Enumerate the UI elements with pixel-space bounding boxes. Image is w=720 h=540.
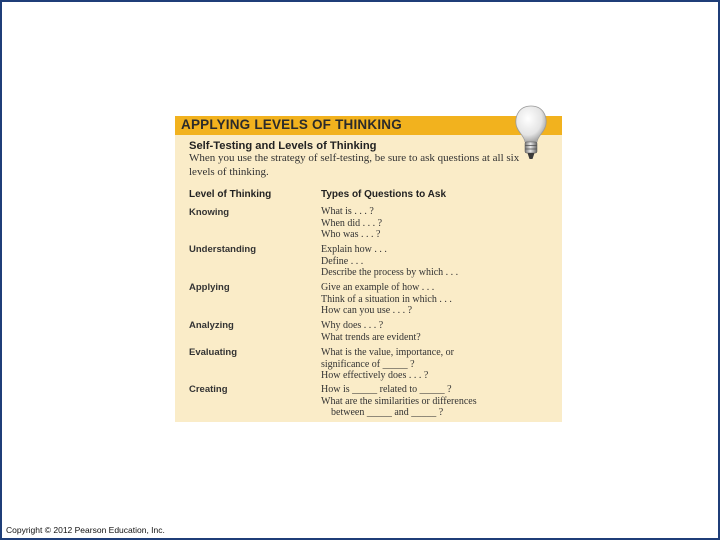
- level-analyzing: Analyzing: [189, 320, 234, 331]
- question-line: Think of a situation in which . . .: [321, 293, 452, 305]
- copyright-footer: Copyright © 2012 Pearson Education, Inc.: [6, 525, 165, 535]
- question-line: What is . . . ?: [321, 206, 374, 217]
- question-line: Describe the process by which . . .: [321, 267, 459, 278]
- question-line: How is _____ related to _____ ?: [321, 384, 452, 395]
- level-creating: Creating: [189, 384, 228, 395]
- column-header-questions: Types of Questions to Ask: [321, 189, 447, 200]
- question-line: Define . . .: [321, 255, 364, 267]
- intro-text: When you use the strategy of self-testing, be sure to ask questions at all six levels of thinking.: [189, 152, 520, 178]
- question-line: When did . . . ?: [321, 217, 383, 229]
- question-line: between _____ and _____ ?: [331, 407, 444, 418]
- question-line: Who was . . . ?: [321, 229, 381, 240]
- question-line: How effectively does . . . ?: [321, 370, 429, 381]
- level-applying: Applying: [189, 282, 230, 293]
- question-line: Why does . . . ?: [321, 320, 384, 331]
- banner-title: APPLYING LEVELS OF THINKING: [181, 117, 402, 132]
- question-line: Explain how . . .: [321, 244, 387, 255]
- level-understanding: Understanding: [189, 244, 257, 255]
- column-header-level: Level of Thinking: [189, 189, 272, 200]
- question-line: What is the value, importance, or: [321, 347, 455, 358]
- question-line: What trends are evident?: [321, 331, 421, 343]
- content-card: [175, 116, 562, 422]
- question-line: How can you use . . . ?: [321, 305, 413, 316]
- light-bulb-icon: [513, 104, 549, 162]
- level-evaluating: Evaluating: [189, 347, 238, 358]
- banner: [175, 116, 562, 135]
- level-knowing: Knowing: [189, 207, 230, 218]
- question-line: significance of _____ ?: [321, 358, 415, 370]
- question-line: What are the similarities or differences: [321, 395, 477, 407]
- section-subtitle: Self-Testing and Levels of Thinking: [189, 140, 377, 152]
- question-line: Give an example of how . . .: [321, 282, 435, 293]
